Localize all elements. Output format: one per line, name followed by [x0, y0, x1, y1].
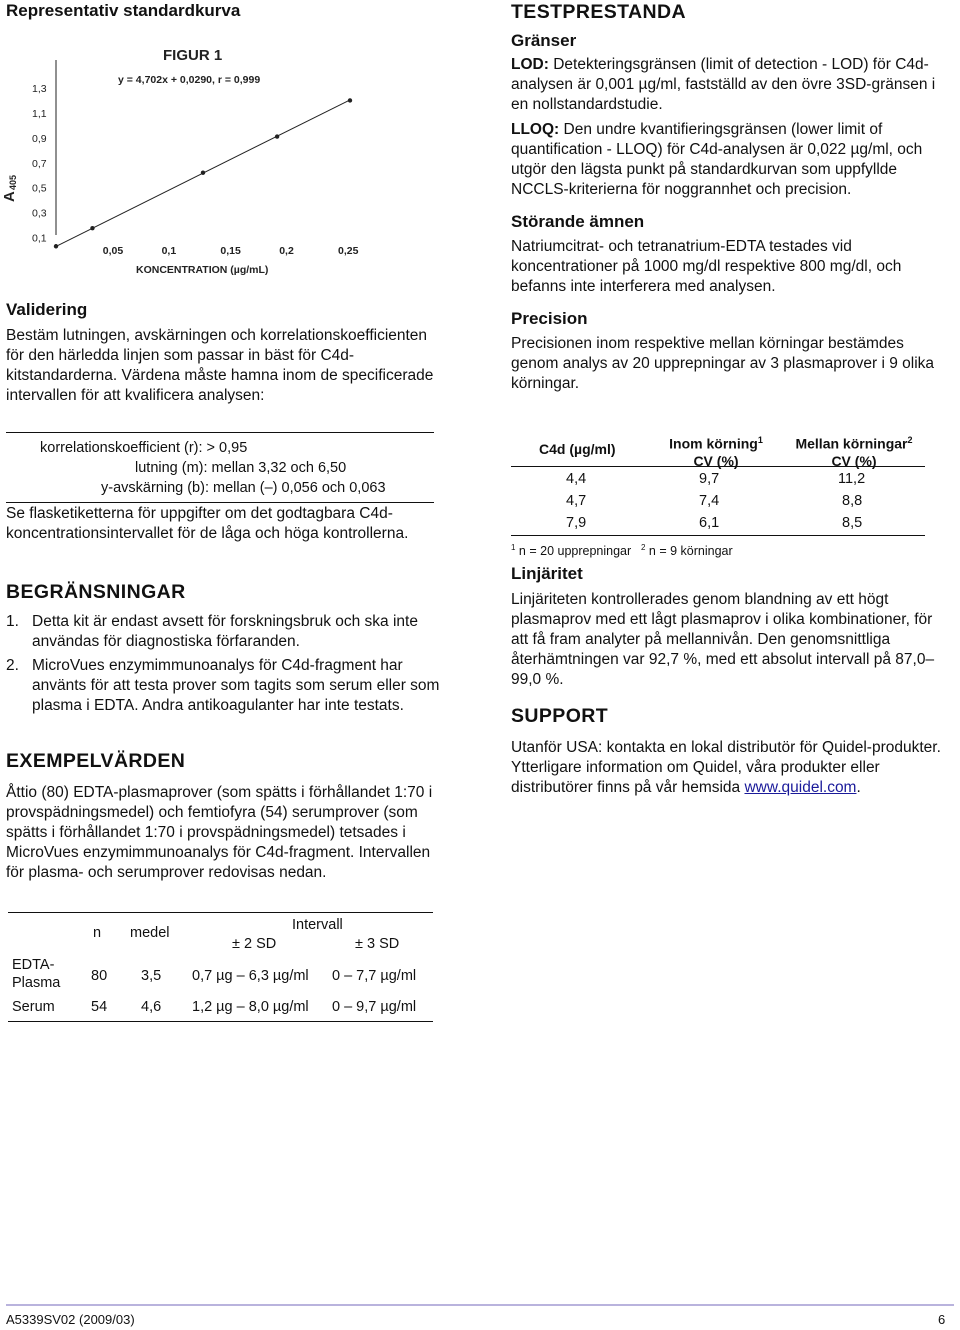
linearity-text: Linjäriteten kontrollerades genom blandning av ett högt plasmaprov med ett lågt plasmaprov i olika kombinationer, för att få fram analyter på mellannivån. Den genomsnittliga återhämtningen var 92,7 %, med ett absolut intervall på 87,0–99,0 %.: [511, 591, 935, 688]
x-axis-label: KONCENTRATION (µg/mL): [136, 264, 269, 276]
cell-3sd: 0 – 9,7 µg/ml: [332, 999, 417, 1015]
validation-heading: Validering: [6, 300, 88, 319]
x-tick-label: 0,15: [220, 245, 241, 257]
row-label-line: Plasma: [12, 975, 61, 991]
y-axis-label-sub: 405: [8, 174, 18, 190]
row-label: Serum: [12, 999, 55, 1015]
cell-between: 8,5: [842, 515, 863, 531]
validation-note-block: [6, 504, 436, 544]
footnote-1: [511, 539, 631, 560]
col-within-cv: CV (%): [693, 452, 739, 469]
col-interval: Intervall: [292, 917, 343, 933]
precision-heading: Precision: [511, 309, 588, 328]
col-between-sup: 2: [907, 435, 913, 445]
limitation-item: [6, 612, 446, 652]
cell-within: 7,4: [699, 493, 720, 509]
cell-c4d: 4,7: [566, 493, 587, 509]
limitations-section: [6, 582, 446, 716]
col-mean: medel: [130, 925, 170, 941]
y-axis-label: A: [1, 191, 18, 202]
precision-table-header: [511, 428, 925, 467]
footnote-1-sup: 1: [511, 543, 516, 552]
limitation-text: MicroVues enzymimmunoanalys för C4d-fragment har använts för att testa prover som tagits som serum eller som plasma i EDTA. Andra antikoagulanter har inte testats.: [32, 657, 440, 714]
validation-section: [6, 300, 446, 406]
validation-criteria: [6, 432, 434, 503]
col-within: [661, 432, 771, 470]
footnote-2: [641, 539, 733, 560]
limitation-text: Detta kit är endast avsett för forskningsbruk och ska inte användas för diagnostiska förfaranden.: [32, 613, 418, 650]
cell-n: 54: [91, 999, 108, 1015]
fit-line: [56, 100, 350, 246]
cell-c4d: 4,4: [566, 471, 587, 487]
cell-c4d: 7,9: [566, 515, 587, 531]
criteria-row: korrelationskoefficient (r): > 0,95: [40, 440, 248, 456]
y-tick-label: 1,3: [32, 83, 47, 95]
criteria-row: y-avskärning (b): mellan (–) 0,056 och 0,063: [101, 480, 386, 496]
col-within-sup: 1: [757, 435, 763, 445]
cell-within: 9,7: [699, 471, 720, 487]
validation-intro: Bestäm lutningen, avskärningen och korrelationskoefficienten för den härledda linjen som passar in bäst för C4d-kitstandarderna. Värdena måste hamna inom de specificerade intervallen för att kvalificera analysen:: [6, 327, 434, 404]
col-2sd: ± 2 SD: [232, 936, 277, 952]
footer-divider: [6, 1304, 954, 1306]
linearity-section: [511, 564, 951, 798]
document-code: A5339SV02 (2009/03): [6, 1312, 135, 1327]
interfering-text: Natriumcitrat- och tetranatrium-EDTA testades vid koncentrationer på 1000 mg/dl respektive 800 mg/dl, och befanns inte interferera med analysen.: [511, 238, 902, 295]
cell-3sd: 0 – 7,7 µg/ml: [332, 968, 417, 984]
support-end: .: [856, 779, 861, 796]
quidel-website-link[interactable]: www.quidel.com: [744, 779, 857, 796]
figure-title: FIGUR 1: [163, 47, 223, 64]
lod-text: Detekteringsgränsen (limit of detection - LOD) för C4d-analysen är 0,001 µg/ml, fastställd av den övre 3SD-gränsen i en nollstandardstudie.: [511, 56, 936, 113]
row-label: [12, 956, 60, 992]
cell-within: 6,1: [699, 515, 720, 531]
x-tick-label: 0,05: [102, 245, 124, 257]
y-tick-label: 0,5: [32, 182, 47, 195]
support-heading: SUPPORT: [511, 705, 609, 727]
col-between-label: Mellan körningar: [795, 435, 908, 452]
x-tick-label: 0,2: [279, 245, 294, 257]
col-between-cv: CV (%): [831, 452, 877, 469]
col-c4d: C4d (µg/ml): [539, 441, 616, 457]
standard-curve-chart: [0, 30, 380, 285]
cell-mean: 4,6: [141, 999, 162, 1015]
criteria-row: lutning (m): mellan 3,32 och 6,50: [135, 460, 347, 476]
lloq-text: Den undre kvantifieringsgränsen (lower limit of quantification - LLOQ) för C4d-analysen är 0,022 µg/ml, och utgör den lägsta punkt på standardkurvan som uppfyllde NCCLS-kriterierna för noggrannhet och precision.: [511, 121, 923, 198]
standard-curve-figure: [0, 30, 380, 285]
expected-table: [8, 912, 433, 1022]
precision-text: Precisionen inom respektive mellan körningar bestämdes genom analys av 20 upprepningar av 3 plasmaprover i 9 olika körningar.: [511, 335, 935, 392]
expected-text: Åttio (80) EDTA-plasmaprover (som spätts i förhållandet 1:70 i provspädningsmedel) och femtiofyra (54) serumprover (som spätts i förhållandet 1:70 i provspädningsmedel) tetsades i MicroVues enzymimmunoanalys för C4d-fragment. Intervallen för plasma- och serumprover redovisas nedan.: [6, 784, 433, 881]
col-n: n: [93, 925, 102, 941]
interfering-heading: Störande ämnen: [511, 212, 645, 231]
precision-table-body: [511, 467, 925, 536]
linearity-heading: Linjäritet: [511, 564, 583, 583]
col-3sd: ± 3 SD: [355, 936, 400, 952]
footnote-2-sup: 2: [641, 543, 646, 552]
cell-n: 80: [91, 968, 108, 984]
performance-heading: TESTPRESTANDA: [511, 1, 686, 23]
cell-mean: 3,5: [141, 968, 162, 984]
row-label-line: EDTA-: [12, 957, 55, 973]
x-tick-label: 0,25: [338, 245, 359, 257]
precision-footnotes: [511, 539, 925, 557]
limitation-number: 2.: [6, 657, 19, 674]
lod-paragraph: [511, 55, 951, 115]
support-body: Utanför USA: kontakta en lokal distributör för Quidel-produkter. Ytterligare information om Quidel, våra produkter eller distributörer finns på vår hemsida: [511, 739, 941, 796]
lloq-paragraph: [511, 120, 951, 200]
col-between: [789, 432, 919, 470]
y-tick-label: 0,1: [32, 232, 47, 245]
cell-2sd: 0,7 µg – 6,3 µg/ml: [192, 968, 309, 984]
expected-section: [6, 751, 436, 883]
limitation-number: 1.: [6, 613, 19, 630]
limitations-heading: BEGRÄNSNINGAR: [6, 581, 186, 603]
y-tick-label: 1,1: [32, 107, 47, 120]
footnote-1-text: n = 20 upprepningar: [515, 544, 632, 559]
cell-between: 8,8: [842, 493, 863, 509]
col-within-label: Inom körning: [669, 435, 758, 452]
y-tick-label: 0,7: [32, 157, 47, 170]
y-tick-label: 0,9: [32, 132, 47, 145]
expected-heading: EXEMPELVÄRDEN: [6, 750, 186, 772]
footnote-2-text: n = 9 körningar: [645, 544, 733, 559]
limitation-item: [6, 656, 446, 716]
page-number: 6: [938, 1312, 946, 1327]
figure-equation: y = 4,702x + 0,0290, r = 0,999: [118, 74, 261, 86]
validation-note: Se flasketiketterna för uppgifter om det godtagbara C4d-koncentrationsintervallet för de låga och höga kontrollerna.: [6, 505, 409, 542]
lloq-label: LLOQ:: [511, 121, 560, 138]
performance-section: [511, 2, 951, 394]
limits-heading: Gränser: [511, 31, 577, 50]
cell-2sd: 1,2 µg – 8,0 µg/ml: [192, 999, 309, 1015]
precision-table: [511, 428, 925, 557]
lod-label: LOD:: [511, 56, 549, 73]
cell-between: 11,2: [838, 471, 866, 487]
y-tick-label: 0,3: [32, 207, 47, 220]
x-tick-label: 0,1: [161, 245, 177, 257]
page-title: Representativ standardkurva: [6, 1, 241, 20]
support-text: [511, 738, 951, 798]
